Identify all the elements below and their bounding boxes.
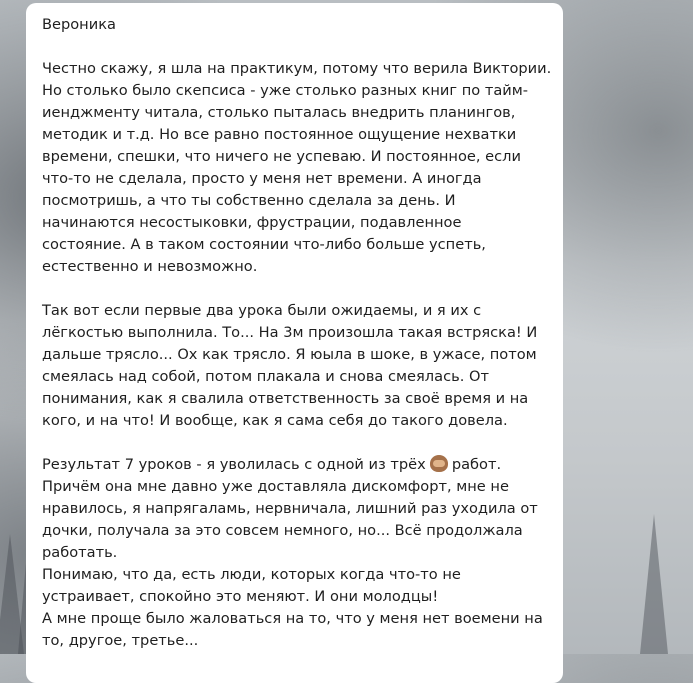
message-line: А мне проще было жаловаться на то, что у меня нет воемени на <box>42 610 543 627</box>
message-line: лёгкостью выполнила. То... На 3м произошла такая встряска! И <box>42 324 538 341</box>
message-line: дальше трясло... Ох как трясло. Я юыла в шоке, в ужасе, потом <box>42 346 537 363</box>
message-line: устраивает, спокойно это меняют. И они молодцы! <box>42 588 439 605</box>
message-line: Но столько было скепсиса - уже столько разных книг по тайм- <box>42 82 529 99</box>
text-segment: Результат 7 уроков - я уволилась с одной из трёх <box>42 456 426 473</box>
message-line: методик и т.д. Но все равно постоянное ощущение нехватки <box>42 126 517 143</box>
message-line: кого, и на что! И вообще, как я сама себя до такого довела. <box>42 412 508 429</box>
message-line: состояние. А в таком состоянии что-либо больше успеть, <box>42 236 486 253</box>
paragraph-2 <box>42 300 551 432</box>
message-line: иенджменту читала, столько пыталась внедрить планингов, <box>42 104 516 121</box>
see-no-evil-monkey-emoji-icon <box>430 455 448 472</box>
message-line: дочки, получала за это совсем немного, но... Всё продолжала <box>42 522 523 539</box>
message-line <box>42 454 551 476</box>
message-line: работать. <box>42 544 118 561</box>
message-line: посмотришь, а что ты собственно сделала за день. И <box>42 192 456 209</box>
paragraph-3 <box>42 454 551 652</box>
message-line: Честно скажу, я шла на практикум, потому что верила Виктории. <box>42 60 552 77</box>
message-line: то, другое, третье... <box>42 632 199 649</box>
message-text <box>42 14 551 652</box>
message-line: Понимаю, что да, есть люди, которых когда что-то не <box>42 566 461 583</box>
message-line: смеялась над собой, потом плакала и снова смеялась. От <box>42 368 489 385</box>
message-line: Так вот если первые два урока были ожидаемы, и я их с <box>42 302 482 319</box>
paragraph-1 <box>42 58 551 278</box>
background-tree <box>640 514 668 654</box>
message-line: времени, спешки, что ничего не успеваю. И постоянное, если <box>42 148 521 165</box>
message-line: естественно и невозможно. <box>42 258 258 275</box>
message-line: что-то не сделала, просто у меня нет времени. А иногда <box>42 170 482 187</box>
message-line: начинаются несостыковки, фрустрации, подавленное <box>42 214 462 231</box>
text-segment: работ. <box>451 456 502 473</box>
message-bubble[interactable] <box>26 3 563 683</box>
message-line: нравилось, я напрягаламь, нервничала, лишний раз уходила от <box>42 500 538 517</box>
sender-name: Вероника <box>42 16 116 33</box>
message-line: Причём она мне давно уже доставляла дискомфорт, мне не <box>42 478 509 495</box>
message-line: понимания, как я свалила ответственность за своё время и на <box>42 390 529 407</box>
